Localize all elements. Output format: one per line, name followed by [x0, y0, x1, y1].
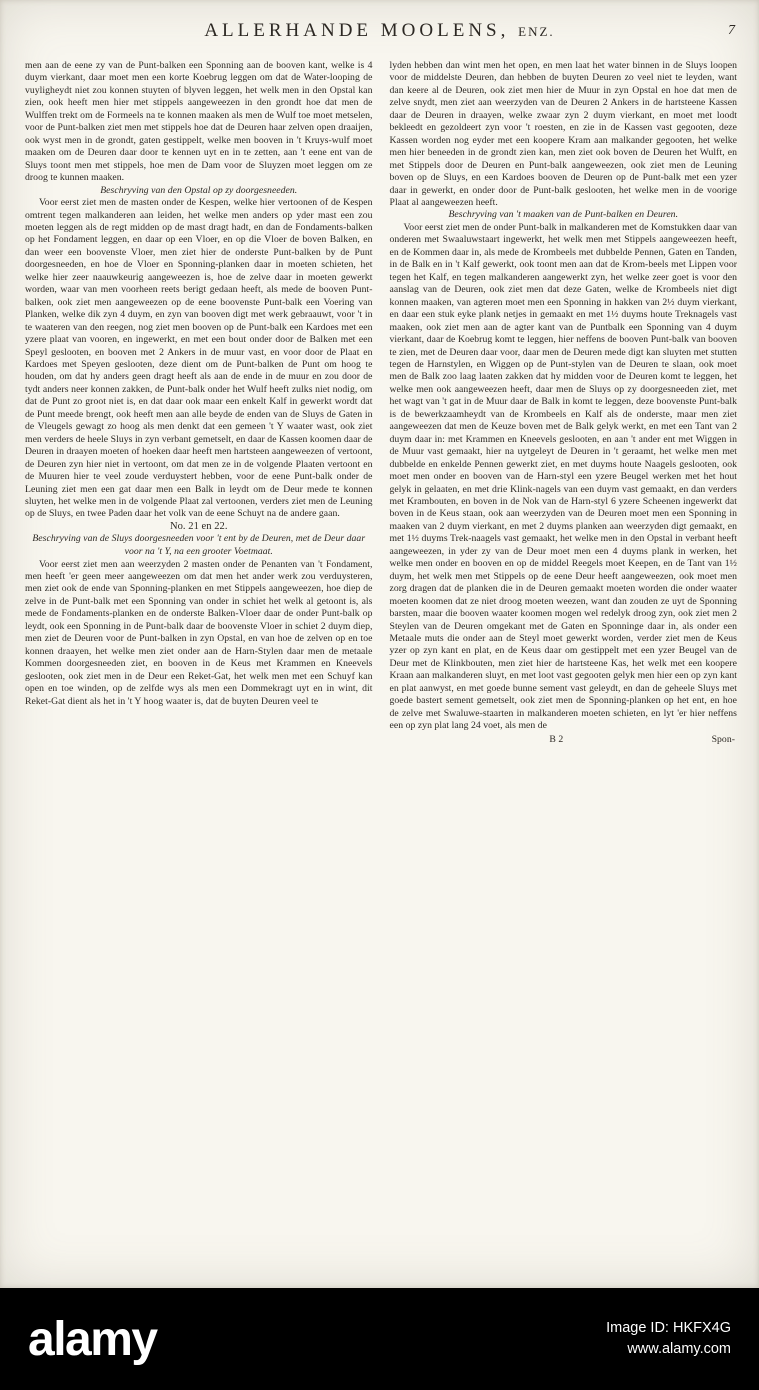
page-title-main: ALLERHANDE MOOLENS,: [204, 20, 510, 41]
section-heading: Beschryving van den Opstal op zy doorgesneeden.: [100, 184, 298, 196]
section-number: No. 21 en 22.: [169, 520, 228, 532]
signature-mark: B 2: [549, 733, 564, 745]
alamy-info: [606, 1318, 731, 1360]
right-column: [390, 60, 738, 748]
paragraph: Voor eerst ziet men de onder Punt-balk in malkanderen met de Komstukken daar van onderen met Swaaluwstaart ingewerkt, het welk men met Stippels aangeweezen heeft, en de Kommen daar in, als mede de Krombeels met dubbelde Pennen, Gaten en Tanden, in de Balk en in 't Kalf gewerkt, ook toont men aan dat de Krom-beels met Lippen voor tegen het Kalf, en tegen malkanderen aangewerkt zyn, het welke zeer goet is voor den aanslag van de Deuren, ook ziet men dat deze Gaten, welke de Krombeels niet digt konnen maaken, van agteren moet men een Sponning in hakken van 2½ duym vierkant, en daar een stuk eyke plank netjes in gemaakt en met 1½ duyms houte Treknagels vast maaken, ook ziet men aan de agter kant van de Puntbalk een Sponning van 4 duym vierkant, daar de Koebrug komt te leggen, hier neffens de booven Punt-balk van booven te zien, met de Deuren daar voor, daar men de Deuren mede digt kan sluyten met stutten tegen de Harnstylen, en Wiggen op de Punt-stylen van de Deuren te slaan, ook moet men de Balk zoo laag laaten zakken dat hy midden voor de Deuren komt te leggen, het welke men ook aangeweezen heeft, daar men de Sluys op zy doorgesneeden ziet, met het wagt van 't gat in de Muur daar de Balk in komt te leggen, deze boovenste Punt-balk is de bewerkzaamheydt van de Krombeels en Kalf als de onderste, maar men ziet aangeweezen dat men de Keuze boven met de Balk gelyk werkt, en met een Tant van 2 duym daar in: met Krammen en Kneevels geslooten, en aan 't ander ent met Wiggen in de Muur vast gemaakt, hier na uytgeleyt de Deuren in 't geraamt, het welke men met dubbelde en enkelde Pennen gewerkt ziet, en met duyms houte Naagels geslooten, ook moet men onder en booven van de Harn-styl een yzere Beugel werken met het hout gelyk in gelaaten, en met drie Klink-nagels van een duym vast gemaakt, en dan verders met Krambouten, en boven in de Nok van de Harn-styl 6 yzere Scheenen ingewerkt dat boven in de Keus staan, ook aan weerzyden van de Deuren moet men een Sponning in maaken van 2 duym vierkant, en met 2 duyms planken aan weerzyden digt gemaakt, en met 1½ duyms Trek-naagels vast gemaakt, het welke men in den Opstal in verbant heeft aangeweezen, in yder zy van de Deur moet men een 4 duyms plank in werken, het welke men onder en booven en op de middel Reegels moet Keepen, en de Tant van 1½ duym, het welk men met Stippels op de eene Deur heeft aangeweezen, ook moet men zorg dragen dat de planken die in de Deuren gemaakt moeten worden die onder waater moeten koomen dat ze niet droog moeten weezen, want dan zouden ze uyt de Sponning barsten, maar die booven waater koomen mogen wel redelyk droog zyn, ook ziet men 2 Steylen van de Deuren omgekant met de Gaten en Sponninge daar in, als onder een Metaale muts die onder aan de Steyl moet gewerkt worden, verder ziet men de Keus yzer op zyn kant en plat, en de Keus daar om gestippelt met een yzer Beugel van de Deur met de Klinkbouten, men ziet hier de hartsteene Kas, het welk met een koopere Kraan aan malkanderen sluyt, en met loot vast gegooten gelyk men hier een op zyn kant en plat aanwyst, en met goede bunne sement vast geleydt, en dan de geheele Sluys met goede bastert sement gemetselt, ook ziet men de Sponning-planken op het ent, en hoe de zelve met Swaluwe-staarten in malkanderen moeten schieten, en lyt 'er hier neffens een op zyn plat lang 24 voet, als men de: [389, 222, 737, 732]
alamy-watermark-bar: [0, 1288, 759, 1390]
paragraph: Voor eerst ziet men aan weerzyden 2 masten onder de Penanten van 't Fondament, men heeft 'er geen meer aangeweezen om dat men het ander werk zou verduysteren, men ziet ook de ende van Sponning-planken en met Stippels aangeweezen, hoe diep de zelve in de Punt-balk met een Sponning van onder in schiet het welk al getoont is, als mede de Fondaments-planken en de onderste Balken-Vloer daar de onder Punt-balk op leydt, ook een Sponning in de Punt-balk daar de boovenste Vloer in schiet 2 duym diep, men ziet de Deuren voor de Punt-balken in zyn Opstal, en van hoe de zelven op en toe konnen draayen, het welke men ziet onder aan de Harn-Stylen daar men de metaale Kommen doorgesneeden ziet, en booven in de Keus met Krammen en Kneevels geslooten, ook ziet men in de Deur een Reket-Gat, het welk men met een Schuyf kan open en toe winden, op de zelfde wys als men een Dommekragt uyt en in wint, dit Reket-Gat dient als het in 't Y hoog waater is, dat de buyten Deuren veel te: [25, 558, 373, 707]
catchword: Spon-: [711, 733, 735, 745]
page-title: [0, 20, 759, 42]
text-columns: [0, 56, 759, 748]
alamy-url-text: www.alamy.com: [627, 1341, 731, 1357]
paragraph: men aan de eene zy van de Punt-balken een Sponning aan de booven kant, welke is 4 duym vierkant, daar moet men een korte Koebrug leggen om dat de Water-looping de vuyligheydt niet zou konnen stuyten of blyven leggen, het welk men in den Opstal kan zien, ook heeft men hier met stippels aangeweezen in den grondt hoe dat men de Wulffen trekt om de Formeels na te konnen maaken als men de Wulf toe moet metselen, voor de Punt-balken ziet men met stippels hoe dat de Deuren haar zelven open draaijen, ook wyst men in de grondt, gaten gestippelt, welke men booven in 't Kruys-wulf moet maaken om de Deuren daar door te kennen uyt en in te zetten, aan 't eene ent van de Sluys toont men met stippels, hoe men de Dam voor de Sluyzen moet leggen om ze droog te kunnen maaken.: [25, 60, 373, 184]
page-title-suffix: ENZ.: [518, 24, 555, 39]
section-heading: Beschryving van de Sluys doorgesneeden voor 't ent by de Deuren, met de Deur daar voor na 't Y, na een grooter Voetmaat.: [32, 533, 366, 557]
image-id-text: Image ID: HKFX4G: [606, 1320, 731, 1336]
section-heading: Beschryving van 't maaken van de Punt-balken en Deuren.: [448, 209, 679, 221]
alamy-logo: alamy: [28, 1312, 157, 1366]
page-header: [0, 20, 759, 56]
paragraph: lyden hebben dan wint men het open, en men laat het water binnen in de Sluys loopen voor de middelste Deuren, dan hebben de buyten Deuren zo veel niet te leyden, want dan keere al de Deuren, ook ziet men hier de Muur in zyn Opstal en hoe dat men de zelve snydt, men ziet aan weerzyden van de Deuren 2 Ankers in de hartsteene Kassen daar de Deuren in draayen, welke zwaar zyn 2 duym vierkant, en moet met loodt bekleedt en gezoldeert zyn voor 't roesten, en zie in de Kassen vast gegooten, deze Kassen worden nog eyder met een koopere Kram aan malkander gegooten, het welke men hier beneeden in de grondt zien kan, men ziet ook boven de Deuren het Wulft, en met Stippels door de Deuren en Punt-balk aangeweezen, ook ziet men de Leuning boven op de Sluys, en een Kardoes booven de Deuren op de Punt-balk met een yzer daar in gewerkt, en onder door de Punt-balk geslooten, het welke men in de voorige Plaat al aangeweezen heeft.: [389, 60, 737, 208]
page-colophon: [390, 734, 738, 748]
left-column: [25, 60, 373, 748]
page-number: 7: [728, 23, 735, 38]
paragraph: Voor eerst ziet men de masten onder de Kespen, welke hier vertoonen of de Kespen omtrent tegen malkanderen aan leiden, het welke men anders op yder mast een zou moeten leggen als de regt midden op de mast dragt hadt, en dan de Fondaments-balken op het Fondament leggen, en daar op een Vloer, en op die Vloer de boven Balken, en dan weer een boovenste Vloer, men ziet hier de onderste Punt-balken by de Punt doorgesneeden, en hoe de Vloer en Sponning-planken daar in moeten schieten, het welke hier zeer naauwkeurig aangeweezen is, hoe de zelve daar in moeten gewerkt worden, waar van men voorheen reets berigt gedaan heeft, als mede de booven Punt-balken, ook ziet men aangeweezen op de eene boovenste Punt-balk een Voering van Planken, welke dik zyn 4 duym, en zyn van booven digt met werk gebraauwt, voor 't in te waateren van den reegen, nog ziet men booven op de Punt-balk een Kardoes met een yzere plaat van vooren, en ingewerkt, en met een bout onder door de Balken met een Speyl geslooten, en booven met 2 Ankers in de muur vast, en voor door de Plaat en Kardoes met Speyen geslooten, deze dient om de Punt-balken de Punt om hoog te houden, om dat hy anders geen dragt heeft als aan de ende in de muur en zou door de tydt anders neer konnen zakken, de Punt-balk onder het Wulf heeft zulks niet nodig, om dat de Punt zo groot niet is, en dat daar ook maar een enkelt Kalf in gewerkt wordt dat de Punt meede brengt, ook heeft men aan alle beyde de enden van de Sluys de Gaten in de Vleugels gewagt zo hoog als men denkt dat een gemeen 't Y waater wast, ook ziet men verders de heele Sluys in zyn verbant gemetselt, en daar de Kassen koomen daar de Deuren in draayen moeten of hoeken daar heeft men hartsteen aangeweezen of vertoont, de Deuren zyn hier niet in vertoont, om dat men ze in de volgende Plaaten vertoont en de Muuren hier te veel zoude verduystert hebben, voor de eene Punt-balk onder de Leuning ziet men een gat daar men een Balk in leydt om de Deur mede te konnen sluyten, het welke men in de volgende Plaat zal vertoonen, verders ziet men de Leuning op de Sluys, en twee Paden daar het volk van de eene Schuyt na de andere gaan.: [25, 197, 373, 520]
